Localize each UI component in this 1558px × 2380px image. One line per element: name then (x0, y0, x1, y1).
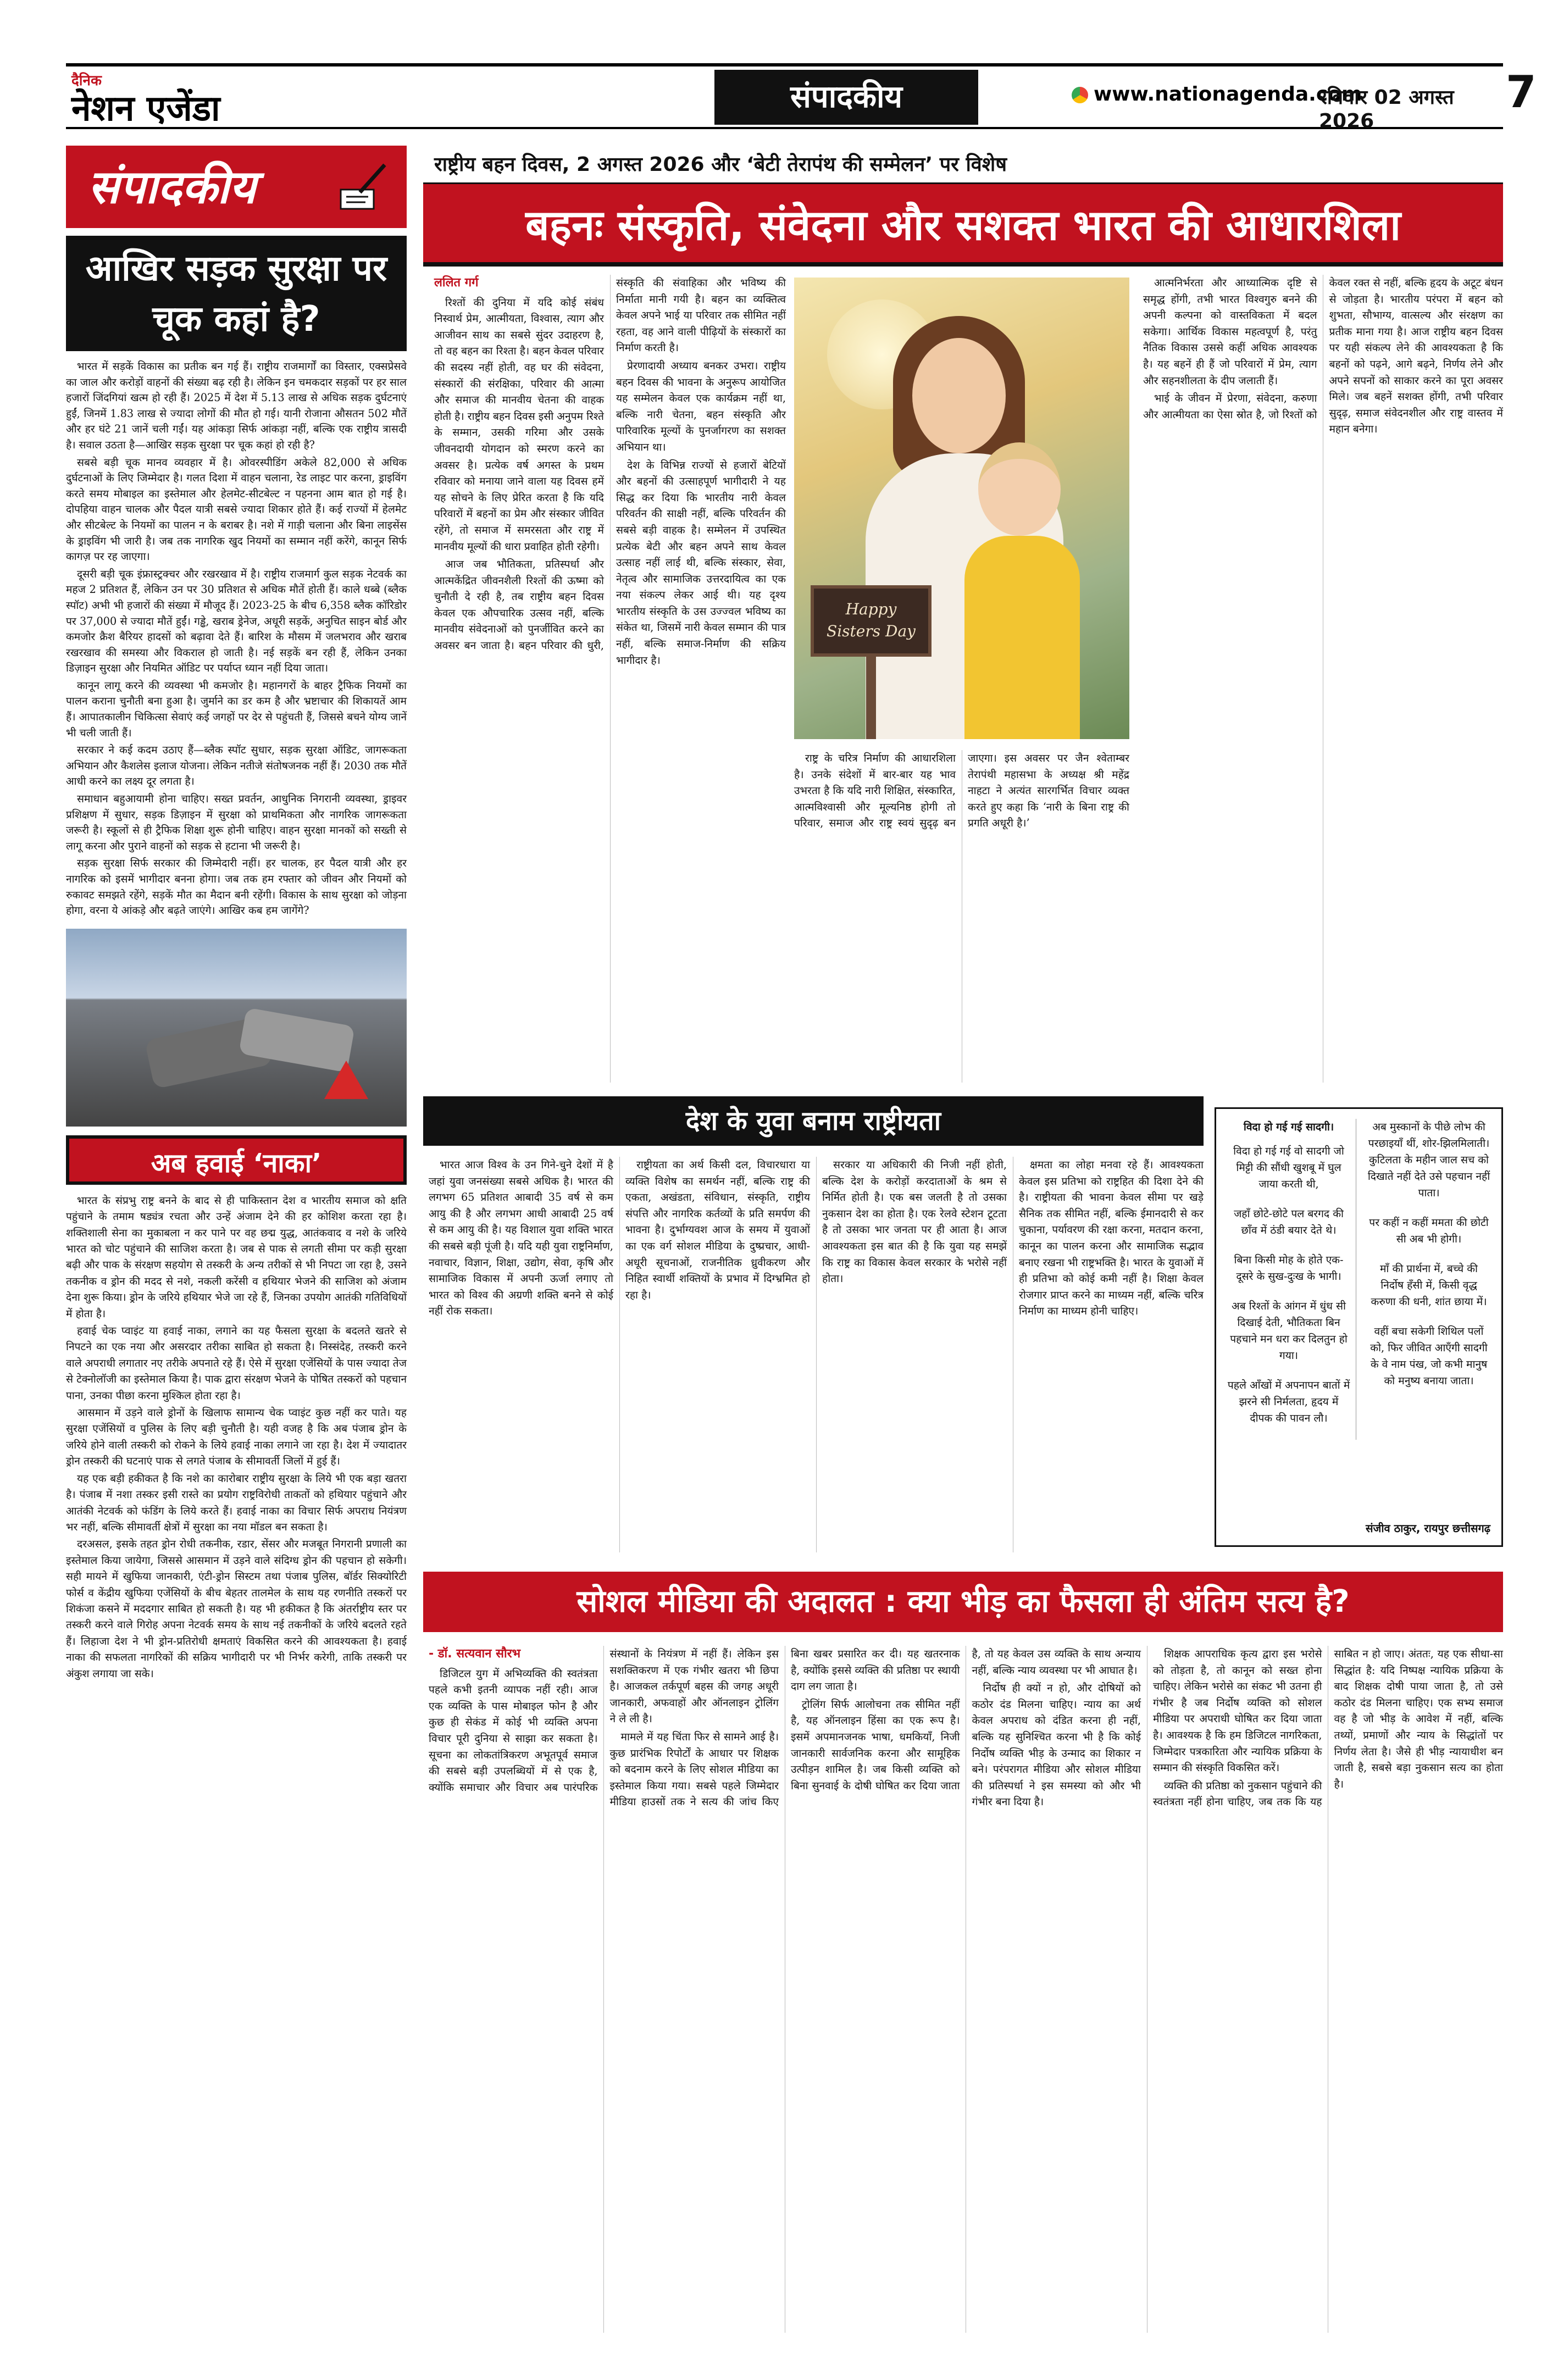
brand-small: दैनिक (71, 73, 102, 89)
poem-stanza: पहले आँखों में अपनापन बातों में झरने सी निर्मलता, हृदय में दीपक की पावन लौ। (1227, 1379, 1350, 1424)
feature-author: ललित गर्ग (434, 276, 479, 290)
feature-section (423, 146, 1503, 267)
youth-paragraph: राष्ट्रीयता का अर्थ किसी दल, विचारधारा या व्यक्ति विशेष का समर्थन नहीं, बल्कि राष्ट्र की एकता, अखंडता, संविधान, संस्कृति, राष्ट्रीय संपत्ति और नागरिक कर्तव्यों के प्रति समर्पण की भावना है। दुर्भाग्यवश आज के समय में युवाओं का एक वर्ग सोशल मीडिया के दुष्प्रचार, आधी-अधूरी सूचनाओं, राजनीतिक ध्रुवीकरण और निहित स्वार्थी शक्तियों के प्रभाव में दिग्भ्रमित हो रहा है। (625, 1158, 810, 1301)
poem-title: विदा हो गई गई सादगी। (1243, 1120, 1334, 1133)
special-line: राष्ट्रीय बहन दिवस, 2 अगस्त 2026 और ‘बेटी तेरापंथ की सम्मेलन’ पर विशेष (423, 146, 1503, 184)
left-column (66, 146, 407, 1683)
editorial-banner (66, 146, 407, 228)
editorial-body (66, 359, 407, 919)
masthead (66, 63, 1537, 132)
social-paragraph: निर्दोष ही क्यों न हो, और दोषियों को कठोर दंड मिलना चाहिए। न्याय का अर्थ केवल अपराध को दंडित करना ही नहीं, बल्कि यह सुनिश्चित करना भी है कि कोई निर्दोष व्यक्ति भीड़ के उन्माद का शिकार न बने। परंपरागत मीडिया और सोशल मीडिया की प्रतिस्पर्धा ने इस समस्या को और भी गंभीर बना दिया है। (972, 1682, 1141, 1808)
social-media-title: सोशल मीडिया की अदालत : क्या भीड़ का फैसला ही अंतिम सत्य है? (423, 1572, 1503, 1632)
poem-stanza: वहीं बचा सकेगी शिथिल पलों को, फिर जीवित आएँगी सादगी के वे नाम पंख, जो कभी मानुष को मनुष्य बनाया जाता। (1370, 1325, 1488, 1387)
sign-line-1: Happy (845, 600, 897, 618)
hawai-paragraph: आसमान में उड़ने वाले ड्रोनों के खिलाफ सामान्य चेक प्वाइंट कुछ नहीं कर पाते। यह सुरक्षा एजेंसियों व पुलिस के लिए बड़ी चुनौती है। यही वजह है कि अब पंजाब ड्रोन के जरिये होने वाली तस्करी को रोकने के लिये हवाई नाका लगाने जा रहा है। देश में ज्यादातर ड्रोन तस्करी की घटनाएं पाक से लगते पंजाब के सीमावर्ती जिलों में हुई हैं। (66, 1406, 407, 1468)
social-paragraph: मामले में यह चिंता फिर से सामने आई है। कुछ प्रारंभिक रिपोर्टों के आधार पर शिक्षक को बदनाम करने के लिए सोशल मीडिया का इस्तेमाल किया गया। सबसे पहले जिम्मेदार मीडिया हाउसों तक ने सत्य की जांच किए बिना खबर प्रसारित कर दी। यह खतरनाक है, क्योंकि इससे व्यक्ति की प्रतिष्ठा पर स्थायी दाग लग जाता है। (609, 1647, 960, 1808)
editorial-paragraph: सड़क सुरक्षा सिर्फ सरकार की जिम्मेदारी नहीं। हर चालक, हर पैदल यात्री और हर नागरिक को इसमें भागीदार बनना होगा। जब तक हम रफ्तार को जीवन और नियमों को रुकावट समझते रहेंगे, सड़कें मौत का मैदान बनी रहेंगी। विकास के साथ सुरक्षा को जोड़ना होगा, वरना ये आंकड़े और बढ़ते जाएंगे। आखिर कब हम जागेंगे? (66, 857, 407, 917)
poem-stanza: अब मुस्कानों के पीछे लोभ की परछाइयाँ थीं, शोर-झिलमिलाती। कुटिलता के महीन जाल सच को दिखाते नहीं देते उसे पहचान नहीं पाता। (1367, 1120, 1490, 1199)
social-paragraph: व्यक्ति की प्रतिष्ठा को नुकसान पहुंचाने की स्वतंत्रता नहीं होना चाहिए, जब तक कि यह साबित न हो जाए। अंततः, यह एक सीधा-सा सिद्धांत है: यदि निष्पक्ष न्यायिक प्रक्रिया के बाद शिक्षक दोषी पाया जाता है, तो उसे कठोर दंड मिलना चाहिए। एक सभ्य समाज वह है जो भीड़ के आवेश में नहीं, बल्कि तथ्यों, प्रमाणों और न्याय के सिद्धांतों पर निर्णय लेता है। जैसे ही भीड़ न्यायाधीश बन जाती है, सबसे बड़ा नुकसान सत्य का होता है। (1153, 1647, 1503, 1808)
poem-stanza: पर कहीं न कहीं ममता की छोटी सी अब भी होगी। (1369, 1216, 1489, 1245)
editorial-title: आखिर सड़क सुरक्षा पर चूक कहां है? (66, 236, 407, 351)
warning-triangle-icon (324, 1061, 368, 1099)
girl-body (964, 536, 1080, 739)
social-paragraph: शिक्षक आपराधिक कृत्य द्वारा इस भरोसे को तोड़ता है, तो कानून को सख्त होना चाहिए। लेकिन भरोसे का संकट भी उतना ही गंभीर है जब निर्दोष व्यक्ति को सोशल मीडिया पर अपराधी घोषित कर दिया जाता है। आवश्यक है कि हम डिजिटल नागरिकता, जिम्मेदार पत्रकारिता और न्यायिक प्रक्रिया के सम्मान की संस्कृति विकसित करें। (1153, 1647, 1322, 1774)
poem-box (1215, 1107, 1503, 1547)
feature-paragraph: रिश्तों की दुनिया में यदि कोई संबंध निस्वार्थ प्रेम, आत्मीयता, विश्वास, त्याग और आजीवन साथ का सबसे सुंदर उदाहरण है, तो वह बहन का रिश्ता है। बहन केवल परिवार की सदस्य नहीं होती, वह घर की संवेदना, संस्कारों की संरक्षिका, परिवार की आत्मा और समाज की मानवीय चेतना की वाहक होती है। राष्ट्रीय बहन दिवस इसी अनुपम रिश्ते के सम्मान, उसकी गरिमा और उसके जीवनदायी योगदान को स्मरण करने का अवसर है। प्रत्येक वर्ष अगस्त के प्रथम रविवार को मनाया जाने वाला यह दिवस हमें यह सोचने के लिए प्रेरित करता है कि यदि परिवारों में बहनों का प्रेम और संस्कार जीवित रहेंगे, तो समाज में समरसता और राष्ट्र में मानवीय मूल्यों की धारा प्रवाहित होती रहेगी। (434, 296, 604, 553)
feature-paragraph: प्रेरणादायी अध्याय बनकर उभरा। राष्ट्रीय बहन दिवस की भावना के अनुरूप आयोजित यह सम्मेलन केवल एक कार्यक्रम नहीं था, बल्कि नारी चेतना, बहन संस्कृति और पारिवारिक मूल्यों के पुनर्जागरण का सशक्त अभियान था। (616, 359, 786, 453)
issue-date: रविवार 02 अगस्त 2026 (1319, 86, 1454, 132)
youth-paragraph: क्षमता का लोहा मनवा रहे हैं। आवश्यकता केवल इस प्रतिभा को राष्ट्रहित की दिशा देने की है। राष्ट्रीयता की भावना केवल सीमा पर खड़े सैनिक तक सीमित नहीं, बल्कि ईमानदारी से कर चुकाना, पर्यावरण की रक्षा करना, मतदान करना, कानून का पालन करना और सामाजिक सद्भाव बनाए रखना भी राष्ट्रभक्ति है। भारत के युवाओं में ही प्रतिभा को कोई कमी नहीं है। शिक्षा केवल रोजगार प्राप्त करने का माध्यम नहीं, बल्कि चरित्र निर्माण का माध्यम होनी चाहिए। (1019, 1158, 1204, 1318)
hawai-naka-title: अब हवाई ‘नाका’ (66, 1135, 407, 1185)
editorial-paragraph: कानून लागू करने की व्यवस्था भी कमजोर है। महानगरों के बाहर ट्रैफिक नियमों का पालन कराना चुनौती बना हुआ है। जुर्माने का डर कम है और भ्रष्टाचार की शिकायतें आम हैं। आपातकालीन चिकित्सा सेवाएं कई जगहों पर देर से पहुंचती हैं, जिससे बचने योग्य जानें भी चली जाती हैं। (66, 679, 407, 739)
youth-article-body (429, 1157, 1204, 1552)
youth-paragraph: सरकार या अधिकारी की निजी नहीं होती, बल्कि देश के करोड़ों करदाताओं के श्रम से निर्मित होती है। एक बस जलती है तो उसका नुकसान देश का होता है। एक रेलवे स्टेशन टूटता है तो उसका भार जनता पर ही आता है। आज आवश्यकता इस बात की है कि युवा यह समझें कि राष्ट्र का विकास केवल सरकार के भरोसे नहीं होता। (822, 1158, 1007, 1285)
poem-stanza: अब रिश्तों के आंगन में धुंध सी दिखाई देती, भौतिकता बिन पहचाने मन धरा कर दिलतुन हो गया। (1230, 1300, 1348, 1362)
pen-icon (335, 159, 390, 214)
website-url: www.nationagenda.com (1094, 83, 1362, 106)
newspaper-brand (66, 66, 341, 127)
editorial-paragraph: भारत में सड़कें विकास का प्रतीक बन गई हैं। राष्ट्रीय राजमार्गों का विस्तार, एक्सप्रेसवे का जाल और करोड़ों वाहनों की संख्या बढ़ रही है। लेकिन इन चमकदार सड़कों पर हर साल हजारों जिंदगियां खत्म हो रही हैं। 2025 में देश में 5.13 लाख से अधिक सड़क दुर्घटनाएं हुईं, जिनमें 1.83 लाख से ज्यादा लोगों की मौत हो गई। यानी रोजाना औसतन 502 मौतें और हर घंटे 21 जानें चली गईं। यह आंकड़ा सिर्फ आंकड़ा नहीं, बल्कि एक राष्ट्रीय त्रासदी है। सवाल उठता है—आखिर सड़क सुरक्षा पर चूक कहां हो रही है? (66, 360, 407, 451)
editorial-banner-label: संपादकीय (88, 160, 256, 214)
social-paragraph: ट्रोलिंग सिर्फ आलोचना तक सीमित नहीं है, यह ऑनलाइन हिंसा का एक रूप है। इसमें अपमानजनक भाषा, धमकियाँ, निजी जानकारी सार्वजनिक करना और सामूहिक उत्पीड़न शामिल है। जब किसी व्यक्ति को बिना सुनवाई के दोषी घोषित कर दिया जाता है, तो यह केवल उस व्यक्ति के साथ अन्याय नहीं, बल्कि न्याय व्यवस्था पर भी आघात है। (791, 1647, 1141, 1792)
feature-columns-under-photo (794, 750, 1129, 1083)
poem-columns (1227, 1119, 1490, 1440)
girl-face (978, 442, 1061, 536)
poem-stanza: जहाँ छोटे-छोटे पल बरगद की छाँव में ठंडी बयार देते थे। (1234, 1207, 1344, 1236)
page-number: 7 (1506, 66, 1537, 118)
feature-paragraph: आत्मनिर्भरता और आध्यात्मिक दृष्टि से समृद्ध होंगी, तभी भारत विश्वगुरु बनने की अपनी कल्पना को वास्तविकता में बदल सकेगा। आर्थिक विकास महत्वपूर्ण है, परंतु नैतिक विकास उससे कहीं अधिक आवश्यक है। यह बहनें ही हैं जो परिवारों में प्रेम, त्याग और सहनशीलता के दीप जलाती हैं। (1143, 276, 1317, 387)
sisters-day-sign (811, 585, 932, 657)
sign-line-2: Sisters Day (827, 622, 916, 640)
sisters-day-photo (794, 278, 1129, 739)
hawai-paragraph: दरअसल, इसके तहत ड्रोन रोधी तकनीक, रडार, सेंसर और मजबूत निगरानी प्रणाली का इस्तेमाल किया जायेगा, जिससे आसमान में उड़ने वाले संदिग्ध ड्रोन की पहचान हो सकेगी। सही मायने में खुफिया जानकारी, एंटी-ड्रोन सिस्टम तथा पंजाब पुलिस, बॉर्डर सिक्योरिटी फोर्स व केंद्रीय खुफिया एजेंसियों के बीच बेहतर तालमेल के साथ यह रणनीति तस्करों पर शिकंजा कसने में मददगार साबित हो सकती है। यह भी हकीकत है कि अंतर्राष्ट्रीय स्तर पर तस्करी करने वाले गिरोह अपना नेटवर्क समय के साथ नई तकनीकों के जरिये बदलते रहते हैं। लिहाजा देश ने भी ड्रोन-प्रतिरोधी क्षमताएं विकसित करने की आवश्यकता है। हवाई नाका की सफलता नागरिकों की सक्रिय भागीदारी पर भी निर्भर करेगी, ताकि तस्करी पर अंकुश लगाया जा सके। (66, 1538, 407, 1680)
poem-stanza: माँ की प्रार्थना में, बच्चे की निर्दोष हँसी में, किसी वृद्ध करुणा की धनी, शांत छाया में। (1371, 1262, 1487, 1308)
road-accident-photo (66, 929, 407, 1127)
social-media-body (429, 1646, 1503, 2333)
editorial-paragraph: सबसे बड़ी चूक मानव व्यवहार में है। ओवरस्पीडिंग अकेले 82,000 से अधिक दुर्घटनाओं के लिए जिम्मेदार है। गलत दिशा में वाहन चलाना, रेड लाइट पार करना, ड्राइविंग करते समय मोबाइल का इस्तेमाल और हेलमेट-सीटबेल्ट न पहनना आम बात हो गई है। दोपहिया वाहन चालक और पैदल यात्री सबसे ज्यादा शिकार होते हैं। कई राज्यों में हेलमेट और सीटबेल्ट के नियमों का पालन न के बराबर है। नशे में गाड़ी चलाना और बिना लाइसेंस के ड्राइविंग भी जारी है। जब तक नागरिक खुद नियमों का सम्मान नहीं करेंगे, कानून सिर्फ कागज़ पर रह जाएगा। (66, 456, 407, 563)
feature-columns-left (434, 275, 786, 1083)
editorial-paragraph: सरकार ने कई कदम उठाए हैं—ब्लैक स्पॉट सुधार, सड़क सुरक्षा ऑडिट, जागरूकता अभियान और कैशलेस इलाज योजना। लेकिन नतीजे संतोषजनक नहीं हैं। 2030 तक मौतें आधी करने का लक्ष्य दूर लगता है। (66, 744, 407, 788)
feature-paragraph: देश के विभिन्न राज्यों से हजारों बेटियों और बहनों की उत्साहपूर्ण भागीदारी ने यह सिद्ध कर दिया कि भारतीय नारी केवल परिवर्तन की साक्षी नहीं, बल्कि परिवर्तन की सबसे बड़ी वाहक है। सम्मेलन में उपस्थित प्रत्येक बेटी और बहन अपने साथ केवल उत्साह नहीं लाई थी, बल्कि संस्कार, सेवा, नेतृत्व और सामाजिक उत्तरदायित्व का एक नया संकल्प लेकर आई थी। यह दृश्य भारतीय संस्कृति के उस उज्ज्वल भविष्य का संकेत था, जिसमें नारी केवल सम्मान की पात्र नहीं, बल्कि समाज-निर्माण की सक्रिय भागीदार है। (616, 458, 786, 667)
feature-columns-right (1143, 275, 1503, 1083)
poem-stanza: विदा हो गई गई वो सादगी जो मिट्टी की सौंधी खुशबू में घुल जाया करती थी, (1233, 1145, 1344, 1190)
youth-paragraph: भारत आज विश्व के उन गिने-चुने देशों में है जहां युवा जनसंख्या सबसे अधिक है। भारत की लगभग 65 प्रतिशत आबादी 35 वर्ष से कम आयु की है और लगभग आधी आबादी 25 वर्ष से कम आयु की है। यह विशाल युवा शक्ति भारत की सबसे बड़ी पूंजी है। यदि यही युवा राष्ट्रनिर्माण, नवाचार, विज्ञान, शिक्षा, उद्योग, सेवा, कृषि और सामाजिक विकास में अपनी ऊर्जा लगाए तो भारत को विश्व की अग्रणी शक्ति बनने से कोई नहीं रोक सकता। (429, 1158, 613, 1318)
globe-icon (1072, 87, 1088, 103)
feature-headline: बहनः संस्कृति, संवेदना और सशक्त भारत की आधारशिला (423, 184, 1503, 267)
hawai-paragraph: हवाई चेक प्वाइंट या हवाई नाका, लगाने का यह फैसला सुरक्षा के बदलते खतरे से निपटने का एक नया और असरदार तरीका साबित हो सकता है। निस्संदेह, तस्करी करने वाले अपराधी लगातार नए तरीके अपनाते रहे हैं। ऐसे में सुरक्षा एजेंसियों के पास ज्यादा तेज से टेक्नोलॉजी का इस्तेमाल किया है। पाक द्वारा संरक्षण भेजने के पोषित तस्करों को पहचान पाना, उनका पीछा करना मुश्किल होता रहा है। (66, 1324, 407, 1402)
poem-stanza: बिना किसी मोह के होते एक-दूसरे के सुख-दुःख के भागी। (1234, 1253, 1344, 1283)
hawai-paragraph: यह एक बड़ी हकीकत है कि नशे का कारोबार राष्ट्रीय सुरक्षा के लिये भी एक बड़ा खतरा है। पंजाब में नशा तस्कर इसी रास्ते का प्रयोग राष्ट्रविरोधी ताकतों को हथियार पहुंचाने और आतंकी नेटवर्क को फंडिंग के लिये करते हैं। हवाई नाका का विचार सिर्फ अपराध नियंत्रण भर नहीं, बल्कि सीमावर्ती क्षेत्रों में सुरक्षा का नया मॉडल बन सकता है। (66, 1472, 407, 1533)
section-title: संपादकीय (714, 70, 978, 125)
feature-paragraph: राष्ट्र के चरित्र निर्माण की आधारशिला है। उनके संदेशों में बार-बार यह भाव उभरता है कि यदि नारी शिक्षित, संस्कारित, आत्मविश्वासी और मूल्यनिष्ठ होगी तो परिवार, समाज और राष्ट्र स्वयं सुदृढ़ बन जाएगा। इस अवसर पर जैन श्वेताम्बर तेरापंथी महासभा के अध्यक्ष श्री महेंद्र नाहटा ने अत्यंत सारगर्भित विचार व्यक्त करते हुए कहा कि ‘नारी के बिना राष्ट्र की प्रगति अधूरी है।’ (794, 752, 1129, 830)
sign-pole (866, 657, 876, 739)
hawai-naka-body (66, 1192, 407, 1682)
feature-paragraph: भाई के जीवन में प्रेरणा, संवेदना, करुणा और आत्मीयता का ऐसा स्रोत है, जो रिश्तों को केवल रक्त से नहीं, बल्कि हृदय के अटूट बंधन से जोड़ता है। भारतीय परंपरा में बहन को शुभता, सौभाग्य, वात्सल्य और संरक्षण का प्रतीक माना गया है। आज राष्ट्रीय बहन दिवस पर यही संकल्प लेने की आवश्यकता है कि बहनों को पढ़ने, आगे बढ़ने, निर्णय लेने और अपने सपनों को साकार करने का पूरा अवसर मिले। जब बहनें सशक्त होंगी, तभी परिवार सुदृढ़, समाज संवेदनशील और राष्ट्र वास्तव में महान बनेगा। (1143, 276, 1503, 436)
social-paragraph: डिजिटल युग में अभिव्यक्ति की स्वतंत्रता पहले कभी इतनी व्यापक नहीं रही। आज एक व्यक्ति के पास मोबाइल फोन है और कुछ ही सेकंड में कोई भी व्यक्ति अपना विचार पूरी दुनिया से साझा कर सकता है। सूचना का लोकतांत्रिकरण अभूतपूर्व समाज की सबसे बड़ी उपलब्धियों में से एक है, क्योंकि समाचार और विचार अब पारंपरिक संस्थानों के नियंत्रण में नहीं हैं। लेकिन इस सशक्तिकरण में एक गंभीर खतरा भी छिपा है। आजकल तर्कपूर्ण बहस की जगह अधूरी जानकारी, अफवाहों और ऑनलाइन ट्रोलिंग ने ले ली है। (429, 1647, 779, 1794)
poem-right-column (1367, 1119, 1490, 1440)
poem-signature: संजीव ठाकुर, रायपुर छत्तीसगढ़ (1365, 1522, 1490, 1535)
poem-left-column (1227, 1119, 1356, 1440)
brand-main: नेशन एजेंडा (71, 88, 220, 129)
editorial-paragraph: दूसरी बड़ी चूक इंफ्रास्ट्रक्चर और रखरखाव में है। राष्ट्रीय राजमार्ग कुल सड़क नेटवर्क का महज 2 प्रतिशत हैं, लेकिन उन पर 30 प्रतिशत से अधिक मौतें होती हैं। काले धब्बे (ब्लैक स्पॉट) अभी भी हजारों की संख्या में मौजूद हैं। 2023-25 के बीच 6,358 ब्लैक कॉरिडोर पर 37,000 से ज्यादा मौतें हुईं। गड्ढे, खराब ड्रेनेज, अधूरी सड़कें, अनुचित साइन बोर्ड और कमजोर क्रैश बैरियर हादसों को बढ़ावा देते हैं। बारिश के मौसम में जलभराव और खराब रखरखाव की समस्या और विकराल हो जाती है। नई सड़कें बन रही हैं, लेकिन उनका डिज़ाइन सुरक्षा और नियमित ऑडिट पर पर्याप्त ध्यान नहीं दिया जाता। (66, 567, 407, 675)
social-author: - डॉ. सत्यवान सौरभ (429, 1647, 521, 1661)
hawai-paragraph: भारत के संप्रभु राष्ट्र बनने के बाद से ही पाकिस्तान देश व भारतीय समाज को क्षति पहुंचाने के तमाम षड्यंत्र रचता और उन्हें अंजाम देने की हर कोशिश करता रहा है। शक्तिशाली सेना का मुकाबला न कर पाने पर वह छद्म युद्ध, आतंकवाद व नशे के जरिये भारत को चोट पहुंचाने की साजिश करता है। जब से पाक से लगती सीमा पर कड़ी सुरक्षा बढ़ी और पाक के संरक्षण सहयोग से तस्करी के अन्य तरीकों से भी निपटा जा रहा है, उसने तकनीक व ड्रोन की मदद से नशे, नकली करेंसी व हथियार भेजने की साजिश को अंजाम देना शुरू किया। ड्रोन के जरिये हथियार भेजे जा रहे हैं, जिनका उपयोग आतंकी गतिविधियों में होता है। (66, 1194, 407, 1320)
woman-face (912, 338, 1006, 453)
feature-paragraph: आज जब भौतिकता, प्रतिस्पर्धा और आत्मकेंद्रित जीवनशैली रिश्तों की ऊष्मा को चुनौती दे रही है, तब राष्ट्रीय बहन दिवस केवल एक औपचारिक उत्सव नहीं, बल्कि मानवीय संवेदनाओं को पुनर्जीवित करने का अवसर बन जाता है। बहन परिवार की धुरी, संस्कृति की संवाहिका और भविष्य की निर्माता मानी गयी है। बहन का व्यक्तित्व केवल अपने भाई या परिवार तक सीमित नहीं रहता, वह आने वाली पीढ़ियों के संस्कारों का निर्माण करती है। (434, 276, 786, 652)
youth-article-title: देश के युवा बनाम राष्ट्रीयता (423, 1096, 1204, 1146)
editorial-paragraph: समाधान बहुआयामी होना चाहिए। सख्त प्रवर्तन, आधुनिक निगरानी व्यवस्था, ड्राइवर प्रशिक्षण में सुधार, सड़क डिज़ाइन में सुरक्षा को प्राथमिकता और नागरिक जागरूकता जरूरी है। स्कूलों से ही ट्रैफिक शिक्षा शुरू होनी चाहिए। वाहन सुरक्षा मानकों को सख्ती से लागू करना और पुराने वाहनों को सड़क से हटाना भी जरूरी है। (66, 792, 407, 852)
